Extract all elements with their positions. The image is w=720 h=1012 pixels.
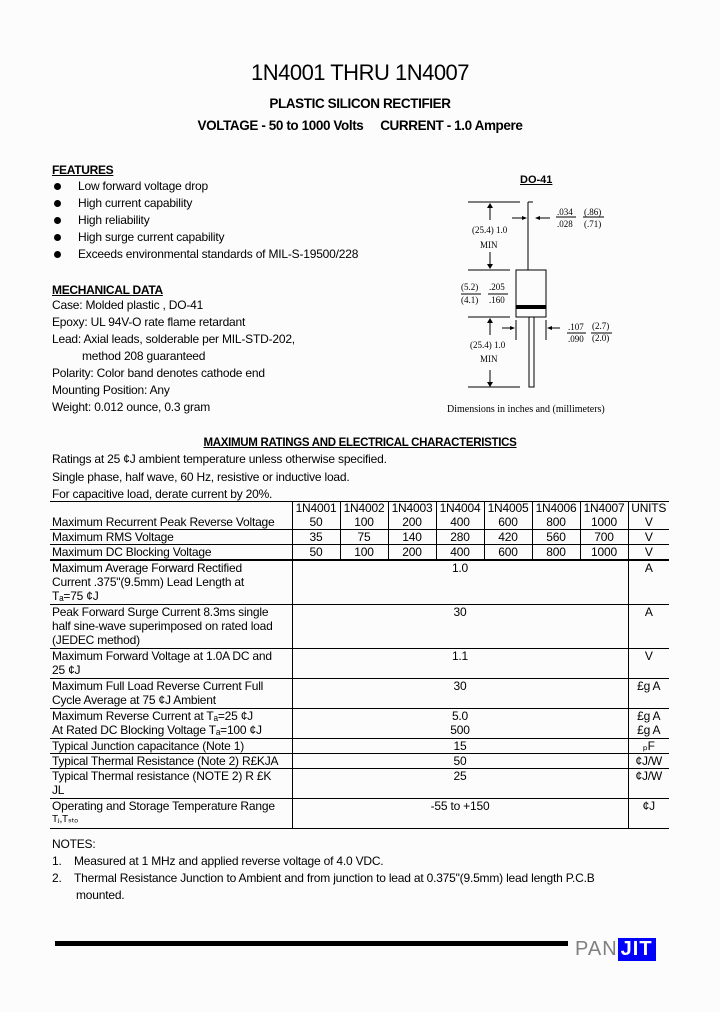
col-header: UNITS (628, 501, 669, 515)
table-row: Maximum Reverse Current at Tₐ=25 ¢J At Rated DC Blocking Voltage Tₐ=100 ¢J 5.0 500 £g A £g A (50, 709, 669, 739)
table-row: Maximum RMS Voltage 35 75 140 280 420 560 700 V (50, 530, 669, 545)
bullet-icon (54, 234, 61, 241)
footer-rule (55, 941, 568, 946)
table-row: Maximum Recurrent Peak Reverse Voltage 50 100 200 400 600 800 1000 V (50, 515, 669, 530)
table-row: Typical Thermal resistance (NOTE 2) R £K JL 25 ¢J/W (50, 769, 669, 799)
mech-weight: Weight: 0.012 ounce, 0.3 gram (52, 400, 211, 414)
table-row: Operating and Storage Temperature Range Tⱼ,Tₛₜₒ -55 to +150 ¢J (50, 799, 669, 829)
lead-length-bottom-min: MIN (480, 354, 498, 364)
col-header: 1N4001 (292, 501, 340, 515)
ratings-heading: MAXIMUM RATINGS AND ELECTRICAL CHARACTERISTICS (203, 437, 517, 449)
feature-item: Exceeds environmental standards of MIL-S-19500/228 (52, 246, 358, 263)
col-header: 1N4003 (388, 501, 436, 515)
mech-mounting: Mounting Position: Any (52, 383, 170, 397)
body-dia-in-bottom: .090 (568, 334, 584, 344)
bullet-icon (54, 183, 61, 190)
col-header: 1N4005 (484, 501, 532, 515)
ratings-table (50, 501, 669, 829)
feature-item: High reliability (52, 212, 358, 229)
mech-epoxy: Epoxy: UL 94V-O rate flame retardant (52, 315, 246, 329)
mech-polarity: Polarity: Color band denotes cathode end (52, 366, 265, 380)
note-item: 1. Measured at 1 MHz and applied reverse voltage of 4.0 VDC. (52, 854, 384, 868)
dimensions-caption: Dimensions in inches and (millimeters) (447, 404, 605, 415)
table-row: Maximum DC Blocking Voltage 50 100 200 400 600 800 1000 V (50, 545, 669, 561)
condition-temperature: Ratings at 25 ¢J ambient temperature unless otherwise specified. (52, 452, 387, 466)
table-row: Maximum Average Forward Rectified Current .375"(9.5mm) Lead Length at Tₐ=75 ¢J 1.0 A (50, 560, 669, 605)
mech-case: Case: Molded plastic , DO-41 (52, 298, 204, 312)
features-heading: FEATURES (52, 163, 114, 177)
mechanical-section (52, 283, 295, 416)
do41-package-diagram (440, 170, 640, 420)
notes-section (52, 836, 672, 904)
lead-length-top-label: (25.4) 1.0 (472, 225, 508, 235)
bullet-icon (54, 200, 61, 207)
body-dia-in-top: .107 (568, 322, 584, 332)
body-len-in-bottom: .160 (489, 295, 505, 305)
voltage-current-line (0, 118, 720, 133)
feature-item: High surge current capability (52, 229, 358, 246)
mech-lead-method: method 208 guaranteed (82, 349, 206, 363)
col-header: 1N4006 (532, 501, 580, 515)
voltage-range: VOLTAGE - 50 to 1000 Volts (197, 118, 364, 133)
lead-length-top-min: MIN (480, 240, 498, 250)
notes-heading: NOTES: (52, 837, 96, 851)
condition-capacitive: For capacitive load, derate current by 20%. (52, 487, 273, 501)
lead-dia-mm-top: (.86) (584, 207, 602, 217)
panjit-logo: PAN JIT (575, 937, 656, 962)
package-name: DO-41 (520, 174, 553, 186)
body-len-mm-bottom: (4.1) (461, 295, 479, 305)
current-rating: CURRENT - 1.0 Ampere (380, 118, 523, 133)
features-section (52, 163, 358, 263)
document-title: 1N4001 THRU 1N4007 (250, 60, 470, 85)
mechanical-heading: MECHANICAL DATA (52, 283, 163, 297)
body-len-mm-top: (5.2) (461, 282, 479, 292)
note-item-continuation: mounted. (76, 888, 125, 902)
body-dia-mm-bottom: (2.0) (592, 333, 610, 343)
note-item: 2. Thermal Resistance Junction to Ambient and from junction to lead at 0.375"(9.5mm) lead length P.C.B (52, 871, 595, 885)
body-dia-mm-top: (2.7) (592, 321, 610, 331)
body-len-in-top: .205 (489, 282, 505, 292)
table-header-row (50, 501, 669, 515)
mech-lead: Lead: Axial leads, solderable per MIL-STD-202, (52, 332, 295, 346)
bullet-icon (54, 217, 61, 224)
bullet-icon (54, 251, 61, 258)
lead-length-bottom-label: (25.4) 1.0 (470, 340, 506, 350)
table-row: Peak Forward Surge Current 8.3ms single half sine-wave superimposed on rated load (JEDEC method) 30 A (50, 605, 669, 649)
table-row: Maximum Forward Voltage at 1.0A DC and 25 ¢J 1.1 V (50, 649, 669, 679)
lead-dia-in-top: .034 (557, 207, 573, 217)
condition-phase: Single phase, half wave, 60 Hz, resistive or inductive load. (52, 470, 350, 484)
document-subtitle: PLASTIC SILICON RECTIFIER (269, 96, 451, 111)
feature-item: High current capability (52, 195, 358, 212)
table-row: Typical Thermal Resistance (Note 2) R£KJA 50 ¢J/W (50, 754, 669, 769)
table-row: Typical Junction capacitance (Note 1) 15 ₚF (50, 739, 669, 754)
table-row: Maximum Full Load Reverse Current Full Cycle Average at 75 ¢J Ambient 30 £g A (50, 679, 669, 709)
col-header: 1N4007 (580, 501, 628, 515)
col-header: 1N4004 (436, 501, 484, 515)
lead-dia-in-bottom: .028 (557, 219, 573, 229)
lead-dia-mm-bottom: (.71) (584, 219, 602, 229)
feature-item: Low forward voltage drop (52, 178, 358, 195)
col-header: 1N4002 (340, 501, 388, 515)
